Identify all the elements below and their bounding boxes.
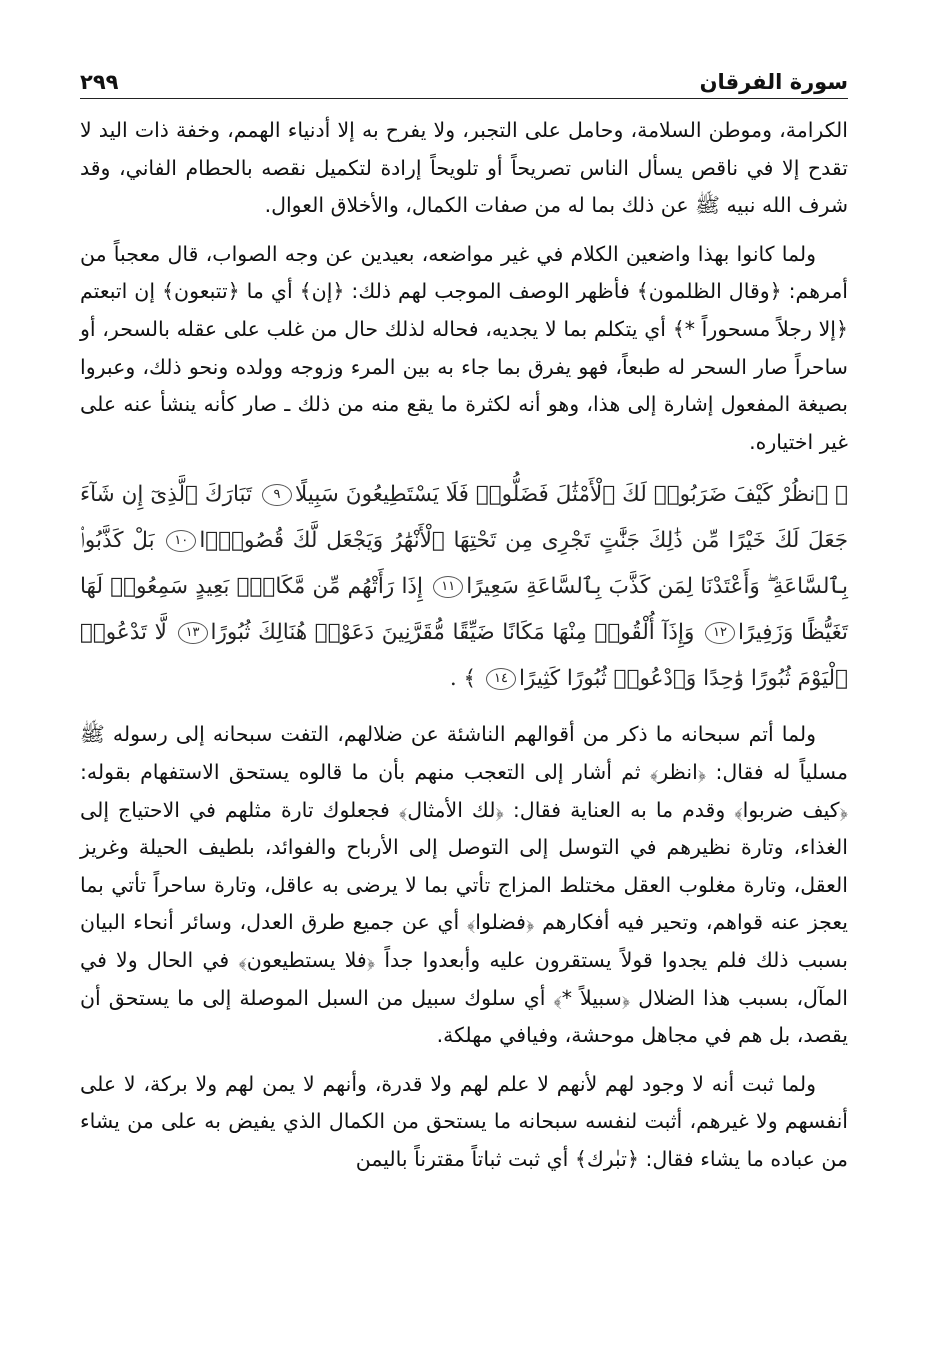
paragraph-2: ولما كانوا بهذا واضعين الكلام في غير مواضعه، بعيدين عن وجه الصواب، قال معجباً من أمرهم: ﴿وقال الظلمون﴾ فأظهر الوصف الموجب لهم ذلك: ﴿إن﴾ أي ما ﴿تتبعون﴾ إن اتبعتم ﴿إلا رجلاً مسحوراً *﴾ أي يتكلم بما لا يجديه، فحاله لذلك حال من غلب على عقله بالسحر، أو ساحراً صار السحر له طبعاً، فهو يفرق بما جاء به بين المرء وزوجه وولده ونحو ذلك، وعبروا بصيغة المفعول إشارة إلى هذا، وهو أنه لكثرة ما يقع منه من ذلك ـ صار كأنه ينشأ عنه على غير اختياره. <box>80 241 848 454</box>
quran-verses-block <box>80 472 848 702</box>
verse-14-number: ١٤ <box>486 668 516 690</box>
verse-close-bracket: ﴾ . <box>449 666 477 692</box>
verse-9-number: ٩ <box>262 484 292 506</box>
verse-10-number: ١٠ <box>166 530 196 552</box>
verse-13-number: ١٣ <box>178 622 208 644</box>
paragraph-1: الكرامة، وموطن السلامة، وحامل على التجبر، ولا يفرح به إلا أدنياء الهمم، وخفة ذات اليد لا تقدح إلا في ناقص يسأل الناس تصريحاً أو تلويحاً إرادة لتكميل نقصه بالحطام الفاني، وقد شرف الله نبيه ﷺ عن ذلك بما له من صفات الكمال، والأخلاق العوال. <box>80 118 848 218</box>
verse-13-text: وَإِذَآ أُلْقُوا۟ مِنْهَا مَكَانًا ضَيِّقًا مُّقَرَّنِينَ دَعَوْا۟ هُنَالِكَ ثُبُورًا <box>210 620 695 646</box>
verse-11-text: بَلْ كَذَّبُوا۟ بِٱلسَّاعَةِ ۖ وَأَعْتَدْنَا لِمَن كَذَّبَ بِٱلسَّاعَةِ سَعِيرًا <box>80 528 848 600</box>
verse-9-text: ٱنظُرْ كَيْفَ ضَرَبُوا۟ لَكَ ٱلْأَمْثَٰلَ فَضَلُّوا۟ فَلَا يَسْتَطِيعُونَ سَبِيلًا <box>295 482 829 508</box>
paragraph-3: ولما أتم سبحانه ما ذكر من أقوالهم الناشئة عن ضلالهم، التفت سبحانه إلى رسوله ﷺ مسلياً له فقال: ﴿انظر﴾ ثم أشار إلى التعجب منهم بأن ما قالوه يستحق الاستفهام بقوله: ﴿كيف ضربوا﴾ وقدم ما به العناية فقال: ﴿لك الأمثال﴾ فجعلوك تارة مثلهم في الاحتياج إلى الغذاء، وتارة نظيرهم في التوسل إلى التوصل إلى الأرباح والفوائد، بلطيف الحيلة وغريز العقل، وتارة مغلوب العقل مختلط المزاج تأتي بما لا يرضى به عاقل، وتارة ساحراً تأتي بما يعجز عنه قواهم، وتحير فيه أفكارهم ﴿فضلوا﴾ أي عن جميع طرق العدل، وسائر أنحاء البيان بسبب ذلك فلم يجدوا قولاً يستقرون عليه وأبعدوا جداً ﴿فلا يستطيعون﴾ في الحال ولا في المآل، بسبب هذا الضلال ﴿سبيلاً *﴾ أي سلوك سبيل من السبل الموصلة إلى ما يستحق أن يقصد، بل هم في مجاهل موحشة، وفيافي مهلكة. <box>80 722 848 1048</box>
verse-open-bracket: ﴿ <box>835 482 848 508</box>
paragraph-4: ولما ثبت أنه لا وجود لهم لأنهم لا علم لهم ولا قدرة، وأنهم لا يمن لهم ولا بركة، لا على أنفسهم ولا غيرهم، أثبت لنفسه سبحانه ما يستحق من الكمال الذي يفيض به على من يشاء من عباده ما يشاء فقال: ﴿تبٰرك﴾ أي ثبت ثباتاً مقترناً باليمن <box>80 1071 848 1171</box>
page-header <box>80 62 848 99</box>
page-body <box>80 112 848 1189</box>
verse-12-number: ١٢ <box>705 622 735 644</box>
surah-title: سورة الفرقان <box>699 70 848 94</box>
verse-14-text: لَّا تَدْعُوا۟ ٱلْيَوْمَ ثُبُورًا وَٰحِدًا وَٱدْعُوا۟ ثُبُورًا كَثِيرًا <box>80 620 848 692</box>
verse-10-text: تَبَارَكَ ٱلَّذِىٓ إِن شَآءَ جَعَلَ لَكَ خَيْرًا مِّن ذَٰلِكَ جَنَّٰتٍ تَجْرِى مِن تَحْتِهَا ٱلْأَنْهَٰرُ وَيَجْعَل لَّكَ قُصُورًۢا <box>80 482 848 554</box>
page-number: ٢٩٩ <box>80 70 119 94</box>
verse-11-number: ١١ <box>433 576 463 598</box>
verse-12-text: إِذَا رَأَتْهُم مِّن مَّكَانٍۭ بَعِيدٍ سَمِعُوا۟ لَهَا تَغَيُّظًا وَزَفِيرًا <box>80 574 848 646</box>
